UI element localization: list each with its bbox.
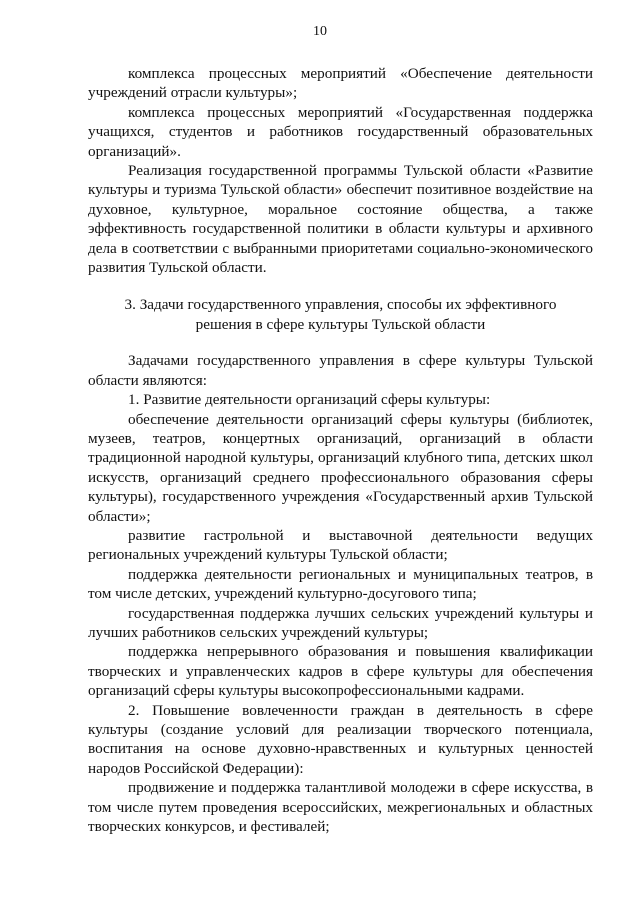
paragraph: обеспечение деятельности организаций сферы культуры (библиотек, музеев, театров, концертных организаций, организаций в области традиционной народной культуры, организаций клубного типа, детских школ искусств, организаций среднего профессионального образования сферы культуры), государственного учреждения «Государственный архив Тульской области»;	[88, 410, 593, 525]
paragraph: 2. Повышение вовлеченности граждан в деятельность в сфере культуры (создание условий для реализации творческого потенциала, воспитания на основе духовно-нравственных и культурных ценностей народов Российской Федерации):	[88, 701, 593, 777]
paragraph: 1. Развитие деятельности организаций сферы культуры:	[128, 391, 491, 409]
paragraph: комплекса процессных мероприятий «Государственная поддержка учащихся, студентов и работников государственный образовательных организаций».	[88, 103, 593, 160]
paragraph: Задачами государственного управления в сфере культуры Тульской области являются:	[88, 352, 593, 389]
paragraph: Реализация государственной программы Тульской области «Развитие культуры и туризма Тульской области» обеспечит позитивное воздействие на духовное, культурное, моральное состояние общества, а также эффективность государственной политики в области культуры и архивного дела в соответствии с выбранными приоритетами социально-экономического развития Тульской области.	[88, 162, 593, 277]
paragraph: государственная поддержка лучших сельских учреждений культуры и лучших работников сельских учреждений культуры;	[88, 604, 593, 641]
paragraph: поддержка непрерывного образования и повышения квалификации творческих и управленческих кадров в сфере культуры для обеспечения организаций сферы культуры высокопрофессиональными кадрами.	[88, 643, 593, 700]
document-body	[88, 64, 593, 836]
paragraph: комплекса процессных мероприятий «Обеспечение деятельности учреждений отрасли культуры»;	[88, 65, 593, 102]
section-heading-line: 3. Задачи государственного управления, способы их эффективного	[124, 296, 557, 314]
paragraph: продвижение и поддержка талантливой молодежи в сфере искусства, в том числе путем проведения всероссийских, межрегиональных и областных творческих конкурсов, и фестивалей;	[88, 779, 593, 836]
section-heading	[88, 295, 593, 334]
section-heading-line: решения в сфере культуры Тульской области	[195, 315, 486, 333]
paragraph: развитие гастрольной и выставочной деятельности ведущих региональных учреждений культуры Тульской области;	[88, 526, 593, 564]
page-number: 10	[313, 24, 327, 39]
paragraph: поддержка деятельности региональных и муниципальных театров, в том числе детских, учреждений культурно-досугового типа;	[88, 565, 593, 603]
